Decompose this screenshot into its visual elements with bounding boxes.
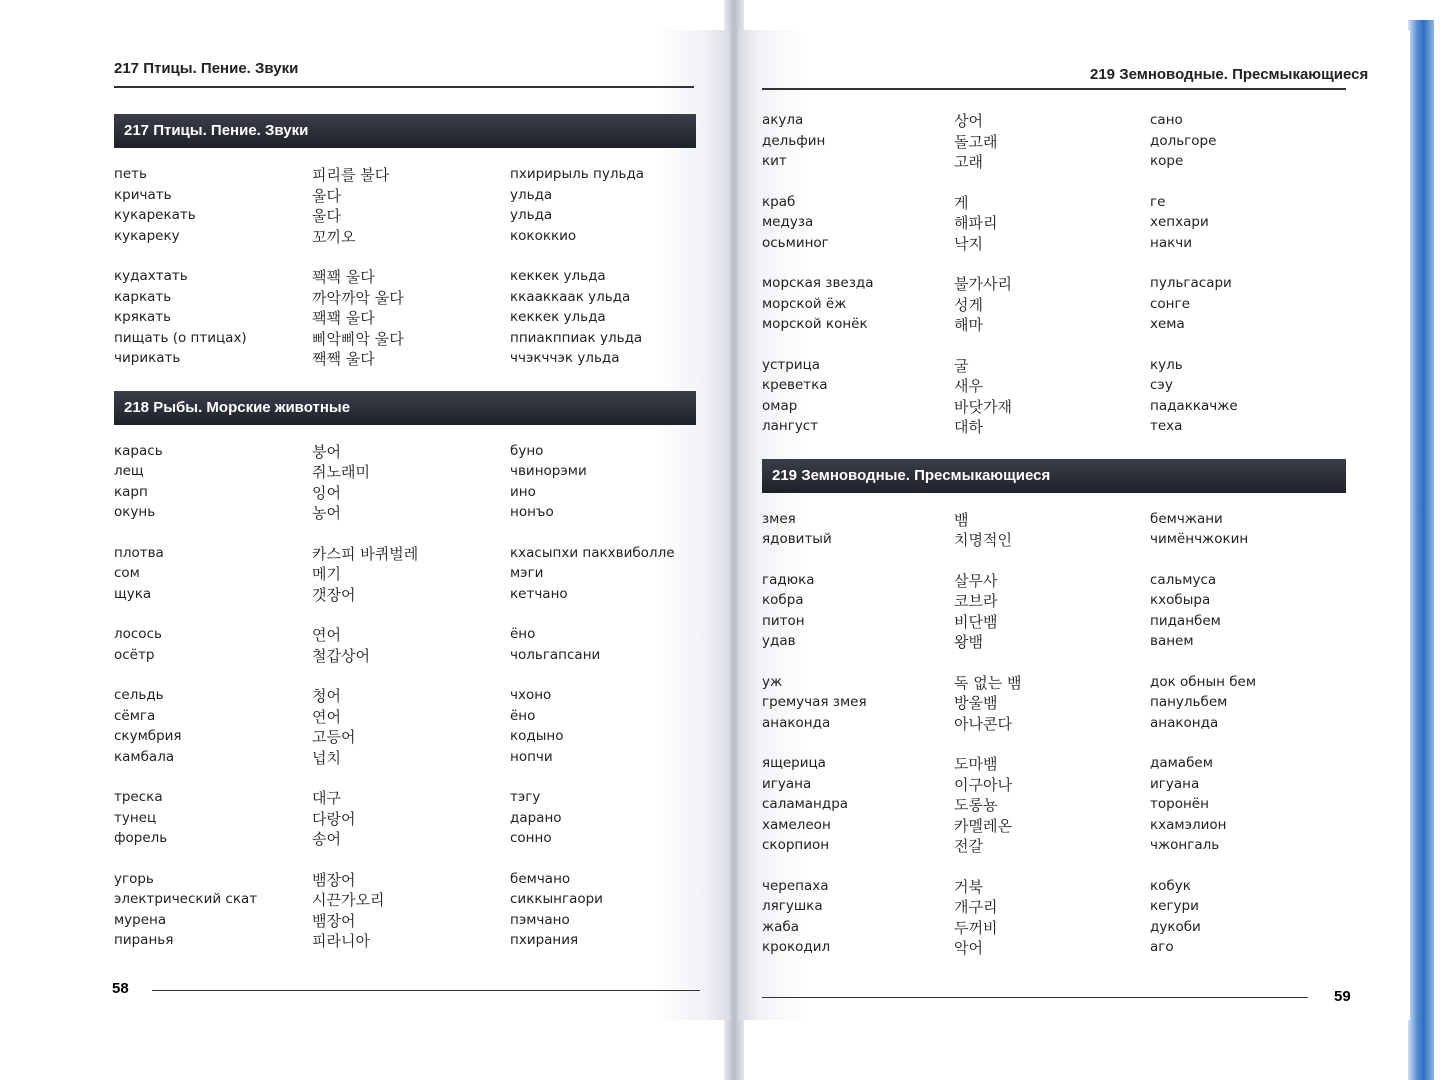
transcription: чхоно bbox=[510, 687, 552, 703]
korean-term: 갯장어 bbox=[312, 585, 356, 604]
transcription: ччэкччэк ульда bbox=[510, 350, 620, 366]
korean-term: 치명적인 bbox=[954, 531, 1012, 549]
left-footer-rule bbox=[152, 990, 700, 991]
korean-term: 새우 bbox=[954, 377, 983, 395]
korean-term: 악어 bbox=[954, 939, 983, 957]
right-footer-rule bbox=[762, 997, 1308, 998]
korean-term: 꽥꽥 울다 bbox=[312, 268, 375, 286]
transcription: кетчано bbox=[510, 585, 568, 602]
transcription: дарано bbox=[510, 809, 562, 826]
transcription: куль bbox=[1150, 356, 1183, 373]
russian-term: змея bbox=[762, 510, 796, 527]
russian-term: устрица bbox=[762, 356, 821, 373]
russian-term: гадюка bbox=[762, 571, 815, 588]
russian-term: морская звезда bbox=[762, 275, 874, 291]
russian-term: электрический скат bbox=[114, 891, 258, 907]
korean-term: 해파리 bbox=[954, 214, 998, 232]
transcription: кегури bbox=[1150, 898, 1199, 914]
russian-term: гремучая змея bbox=[762, 694, 867, 710]
korean-term: 바닷가재 bbox=[954, 397, 1012, 416]
transcription: ульда bbox=[510, 207, 553, 223]
transcription: пхирания bbox=[510, 932, 579, 948]
korean-term: 이구아나 bbox=[954, 775, 1012, 794]
russian-term: омар bbox=[762, 397, 798, 414]
russian-term: карп bbox=[114, 483, 148, 500]
russian-term: мурена bbox=[114, 911, 167, 928]
korean-term: 게 bbox=[954, 193, 969, 212]
russian-term: кобра bbox=[762, 592, 804, 608]
transcription: сиккынгаори bbox=[510, 891, 603, 907]
russian-term: лещ bbox=[114, 463, 144, 479]
korean-term: 철갑상어 bbox=[312, 646, 370, 665]
transcription: хема bbox=[1150, 316, 1185, 332]
transcription: кококкио bbox=[510, 227, 577, 244]
korean-term: 살무사 bbox=[954, 571, 998, 590]
korean-term: 뱀 bbox=[954, 510, 969, 529]
korean-term: 아나콘다 bbox=[954, 714, 1012, 733]
transcription: кеккек ульда bbox=[510, 268, 606, 284]
transcription: док обнын бем bbox=[1150, 673, 1257, 690]
transcription: чимёнчжокин bbox=[1150, 531, 1249, 547]
left-running-head: 217 Птицы. Пение. Звуки bbox=[114, 60, 299, 77]
korean-term: 다랑어 bbox=[312, 809, 356, 828]
transcription: ино bbox=[510, 483, 536, 500]
korean-term: 뱀장어 bbox=[312, 870, 356, 889]
korean-term: 송어 bbox=[312, 830, 341, 848]
transcription: сонно bbox=[510, 830, 552, 846]
russian-term: чирикать bbox=[114, 350, 181, 366]
korean-term: 삐악삐악 울다 bbox=[312, 329, 404, 348]
transcription: сэу bbox=[1150, 377, 1173, 393]
transcription: пульгасари bbox=[1150, 275, 1232, 291]
korean-term: 낙지 bbox=[954, 234, 983, 253]
russian-term: кудахтать bbox=[114, 268, 188, 284]
russian-term: хамелеон bbox=[762, 816, 831, 833]
transcription: ванем bbox=[1150, 633, 1194, 649]
korean-term: 비단뱀 bbox=[954, 612, 998, 631]
russian-term: морской конёк bbox=[762, 316, 868, 332]
korean-term: 성게 bbox=[954, 295, 983, 314]
korean-term: 해마 bbox=[954, 316, 983, 334]
section-header-bar: 217 Птицы. Пение. Звуки bbox=[114, 114, 696, 148]
russian-term: акула bbox=[762, 112, 804, 128]
section-header-bar: 219 Земноводные. Пресмыкающиеся bbox=[762, 459, 1346, 493]
korean-term: 잉어 bbox=[312, 483, 341, 502]
transcription: накчи bbox=[1150, 234, 1193, 251]
transcription: ккааккаак ульда bbox=[510, 288, 631, 305]
transcription: панульбем bbox=[1150, 694, 1228, 710]
transcription: сальмуса bbox=[1150, 571, 1217, 588]
korean-term: 피리를 불다 bbox=[312, 166, 390, 184]
korean-term: 뱀장어 bbox=[312, 911, 356, 930]
korean-term: 불가사리 bbox=[954, 275, 1012, 293]
russian-term: тунец bbox=[114, 809, 157, 826]
transcription: коре bbox=[1150, 153, 1184, 169]
transcription: торонён bbox=[1150, 796, 1209, 812]
russian-term: лосось bbox=[114, 626, 162, 642]
russian-term: щука bbox=[114, 585, 152, 602]
right-page-number: 59 bbox=[1334, 988, 1351, 1005]
russian-term: кукареку bbox=[114, 227, 180, 244]
korean-term: 짹짹 울다 bbox=[312, 350, 375, 368]
russian-term: сёмга bbox=[114, 707, 156, 724]
right-header-rule bbox=[762, 88, 1346, 90]
russian-term: пищать (о птицах) bbox=[114, 329, 247, 346]
korean-term: 방울뱀 bbox=[954, 694, 998, 712]
page-edge bbox=[1408, 20, 1434, 1080]
russian-term: петь bbox=[114, 166, 147, 182]
korean-term: 쥐노래미 bbox=[312, 463, 370, 481]
transcription: дукоби bbox=[1150, 918, 1201, 935]
russian-term: анаконда bbox=[762, 714, 831, 731]
korean-term: 까악까악 울다 bbox=[312, 288, 404, 307]
russian-term: крокодил bbox=[762, 939, 831, 955]
korean-term: 울다 bbox=[312, 186, 341, 205]
transcription: кодыно bbox=[510, 728, 564, 744]
korean-term: 연어 bbox=[312, 707, 341, 726]
transcription: мэги bbox=[510, 565, 544, 581]
russian-term: уж bbox=[762, 673, 783, 690]
russian-term: скумбрия bbox=[114, 728, 182, 744]
transcription: падаккачже bbox=[1150, 397, 1238, 414]
korean-term: 연어 bbox=[312, 626, 341, 644]
russian-term: кит bbox=[762, 153, 787, 169]
russian-term: кричать bbox=[114, 186, 172, 203]
transcription: дамабем bbox=[1150, 755, 1213, 771]
transcription: чольгапсани bbox=[510, 646, 601, 663]
korean-term: 피라니아 bbox=[312, 932, 370, 950]
russian-term: медуза bbox=[762, 214, 814, 230]
russian-term: кукарекать bbox=[114, 207, 196, 223]
russian-term: лангуст bbox=[762, 418, 819, 434]
russian-term: угорь bbox=[114, 870, 154, 887]
korean-term: 시끈가오리 bbox=[312, 891, 385, 909]
transcription: ёно bbox=[510, 626, 536, 642]
russian-term: лягушка bbox=[762, 898, 823, 914]
korean-term: 굴 bbox=[954, 356, 969, 375]
right-running-head: 219 Земноводные. Пресмыкающиеся bbox=[1090, 66, 1369, 83]
korean-term: 대하 bbox=[954, 418, 983, 436]
transcription: анаконда bbox=[1150, 714, 1219, 731]
russian-term: пиранья bbox=[114, 932, 174, 948]
russian-term: жаба bbox=[762, 918, 800, 935]
transcription: сонге bbox=[1150, 295, 1190, 312]
russian-term: креветка bbox=[762, 377, 828, 393]
korean-term: 카스피 바퀴벌레 bbox=[312, 544, 419, 563]
transcription: дольгоре bbox=[1150, 132, 1217, 149]
russian-term: питон bbox=[762, 612, 805, 629]
korean-term: 거북 bbox=[954, 877, 983, 896]
russian-term: удав bbox=[762, 633, 796, 649]
transcription: хепхари bbox=[1150, 214, 1209, 230]
korean-term: 메기 bbox=[312, 565, 341, 583]
korean-term: 상어 bbox=[954, 112, 983, 130]
russian-term: саламандра bbox=[762, 796, 849, 812]
transcription: теха bbox=[1150, 418, 1183, 434]
korean-term: 도롱뇽 bbox=[954, 796, 998, 814]
korean-term: 꽥꽥 울다 bbox=[312, 309, 375, 327]
russian-term: скорпион bbox=[762, 837, 830, 853]
korean-term: 꼬끼오 bbox=[312, 227, 356, 246]
transcription: буно bbox=[510, 442, 544, 459]
left-page bbox=[90, 30, 730, 1020]
transcription: пэмчано bbox=[510, 911, 570, 928]
russian-term: каркать bbox=[114, 288, 172, 305]
korean-term: 울다 bbox=[312, 207, 341, 225]
transcription: сано bbox=[1150, 112, 1183, 128]
transcription: ппиакппиак ульда bbox=[510, 329, 643, 346]
korean-term: 농어 bbox=[312, 504, 341, 522]
korean-term: 전갈 bbox=[954, 837, 983, 855]
russian-term: краб bbox=[762, 193, 796, 210]
transcription: аго bbox=[1150, 939, 1174, 955]
transcription: пиданбем bbox=[1150, 612, 1221, 629]
korean-term: 붕어 bbox=[312, 442, 341, 461]
russian-term: треска bbox=[114, 789, 163, 805]
transcription: игуана bbox=[1150, 775, 1200, 792]
korean-term: 독 없는 뱀 bbox=[954, 673, 1022, 692]
russian-term: сельдь bbox=[114, 687, 164, 703]
left-header-rule bbox=[114, 86, 694, 88]
transcription: нопчи bbox=[510, 748, 553, 765]
transcription: кобук bbox=[1150, 877, 1191, 894]
russian-term: осётр bbox=[114, 646, 155, 663]
korean-term: 고등어 bbox=[312, 728, 356, 746]
korean-term: 돌고래 bbox=[954, 132, 998, 151]
russian-term: игуана bbox=[762, 775, 812, 792]
transcription: ульда bbox=[510, 186, 553, 203]
korean-term: 넙치 bbox=[312, 748, 341, 767]
russian-term: ящерица bbox=[762, 755, 826, 771]
russian-term: плотва bbox=[114, 544, 164, 561]
korean-term: 카멜레온 bbox=[954, 816, 1012, 835]
korean-term: 두꺼비 bbox=[954, 918, 998, 937]
transcription: чвинорэми bbox=[510, 463, 587, 479]
russian-term: осьминог bbox=[762, 234, 829, 251]
russian-term: форель bbox=[114, 830, 168, 846]
left-page-number: 58 bbox=[112, 980, 129, 997]
transcription: пхирирыль пульда bbox=[510, 166, 645, 182]
korean-term: 코브라 bbox=[954, 592, 998, 610]
transcription: бемчжани bbox=[1150, 510, 1223, 527]
transcription: тэгу bbox=[510, 789, 541, 805]
transcription: ге bbox=[1150, 193, 1166, 210]
russian-term: дельфин bbox=[762, 132, 826, 149]
transcription: бемчано bbox=[510, 870, 571, 887]
transcription: чжонгаль bbox=[1150, 837, 1220, 853]
russian-term: камбала bbox=[114, 748, 175, 765]
transcription: кеккек ульда bbox=[510, 309, 606, 325]
transcription: кхасыпхи пакхвиболле bbox=[510, 544, 675, 561]
russian-term: черепаха bbox=[762, 877, 829, 894]
section-header-bar: 218 Рыбы. Морские животные bbox=[114, 391, 696, 425]
korean-term: 청어 bbox=[312, 687, 341, 705]
russian-term: морской ёж bbox=[762, 295, 847, 312]
transcription: ёно bbox=[510, 707, 536, 724]
korean-term: 도마뱀 bbox=[954, 755, 998, 773]
transcription: кхобыра bbox=[1150, 592, 1211, 608]
russian-term: ядовитый bbox=[762, 531, 832, 547]
right-page bbox=[738, 30, 1410, 1020]
russian-term: крякать bbox=[114, 309, 172, 325]
russian-term: карась bbox=[114, 442, 163, 459]
transcription: нонъо bbox=[510, 504, 554, 520]
russian-term: окунь bbox=[114, 504, 156, 520]
transcription: кхамэлион bbox=[1150, 816, 1227, 833]
korean-term: 고래 bbox=[954, 153, 983, 171]
russian-term: сом bbox=[114, 565, 140, 581]
korean-term: 개구리 bbox=[954, 898, 998, 916]
korean-term: 대구 bbox=[312, 789, 341, 807]
korean-term: 왕뱀 bbox=[954, 633, 983, 651]
